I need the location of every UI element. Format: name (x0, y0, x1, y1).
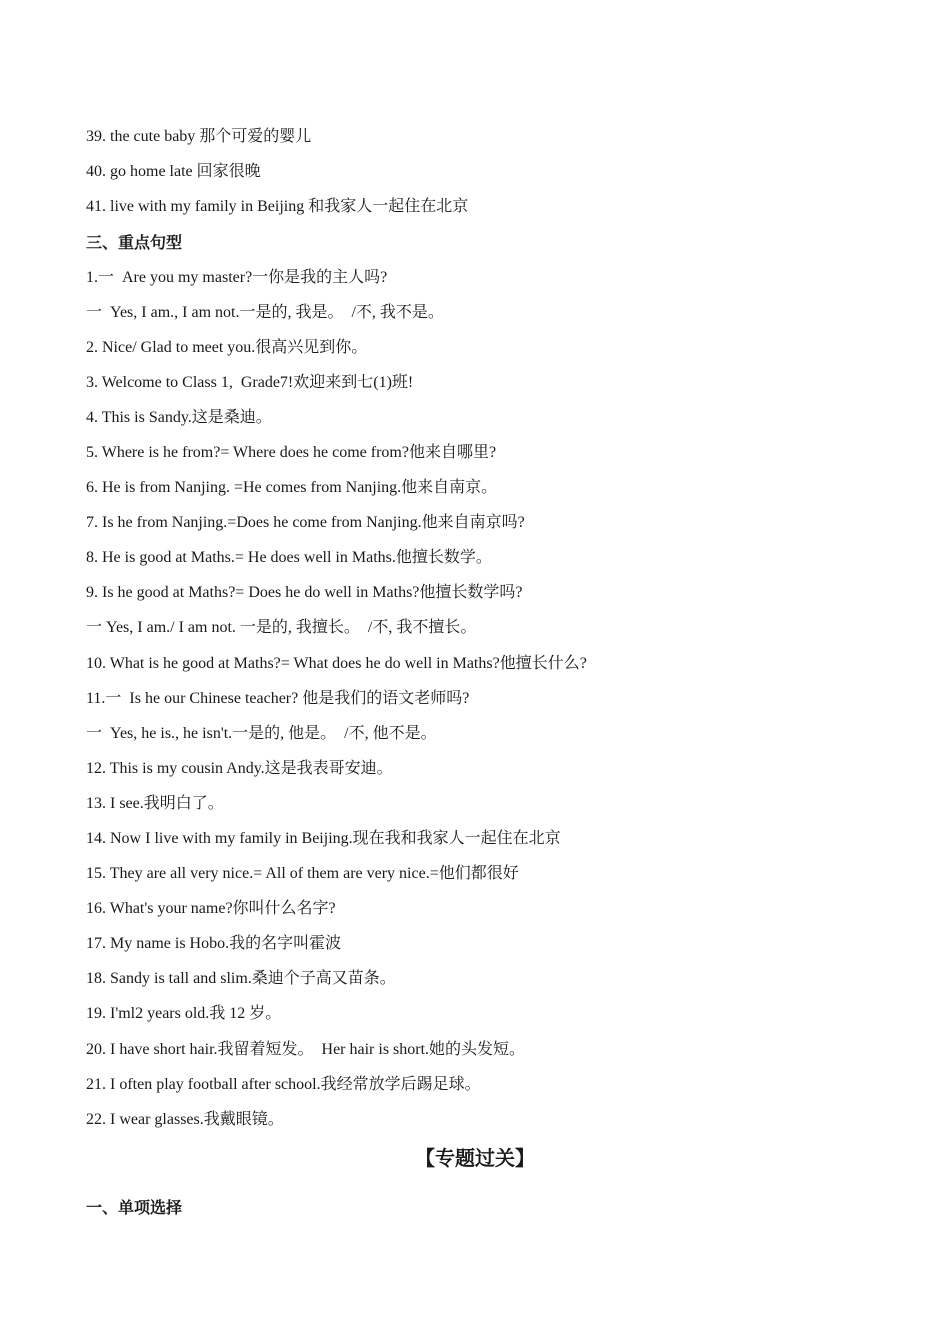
section-heading-key-sentences: 三、重点句型 (86, 233, 183, 252)
sentence-line: 12. This is my cousin Andy.这是我表哥安迪。 (86, 760, 393, 777)
sentence-line: 16. What's your name?你叫什么名字? (86, 900, 336, 917)
section-heading-multiple-choice: 一、单项选择 (86, 1198, 183, 1217)
sentence-line: 5. Where is he from?= Where does he come from?他来自哪里? (86, 444, 497, 461)
sentence-line: 17. My name is Hobo.我的名字叫霍波 (86, 935, 342, 952)
sentence-line: 22. I wear glasses.我戴眼镜。 (86, 1111, 284, 1128)
vocab-line-41: 41. live with my family in Beijing 和我家人一起住在北京 (86, 198, 469, 215)
vocab-line-40: 40. go home late 回家很晚 (86, 163, 261, 180)
sentence-line: 19. I'ml2 years old.我 12 岁。 (86, 1005, 282, 1022)
special-topic-title: 【专题过关】 (415, 1146, 535, 1170)
sentence-line: 1.一 Are you my master?一你是我的主人吗? (86, 269, 388, 286)
sentence-line: 6. He is from Nanjing. =He comes from Nanjing.他来自南京。 (86, 479, 498, 496)
sentence-line: 8. He is good at Maths.= He does well in Maths.他擅长数学。 (86, 549, 492, 566)
sentence-line: 2. Nice/ Glad to meet you.很高兴见到你。 (86, 339, 368, 356)
vocab-line-39: 39. the cute baby 那个可爱的婴儿 (86, 128, 312, 145)
sentence-line: 21. I often play football after school.我经常放学后踢足球。 (86, 1076, 481, 1093)
sentence-line: 15. They are all very nice.= All of them are very nice.=他们都很好 (86, 865, 519, 882)
sentence-line: 14. Now I live with my family in Beijing.现在我和我家人一起住在北京 (86, 830, 561, 847)
sentence-line: 11.一 Is he our Chinese teacher? 他是我们的语文老师吗? (86, 690, 470, 707)
sentence-line: 4. This is Sandy.这是桑迪。 (86, 409, 272, 426)
sentence-line: 18. Sandy is tall and slim.桑迪个子高又苗条。 (86, 970, 396, 987)
sentence-line: 10. What is he good at Maths?= What does he do well in Maths?他擅长什么? (86, 655, 587, 672)
sentence-line: 3. Welcome to Class 1, Grade7!欢迎来到七(1)班! (86, 374, 414, 391)
sentence-line: 13. I see.我明白了。 (86, 795, 224, 812)
sentence-line: 一 Yes, I am., I am not.一是的, 我是。 /不, 我不是。 (86, 304, 444, 321)
sentence-line: 9. Is he good at Maths?= Does he do well in Maths?他擅长数学吗? (86, 584, 523, 601)
sentence-line: 7. Is he from Nanjing.=Does he come from Nanjing.他来自南京吗? (86, 514, 525, 531)
sentence-line: 20. I have short hair.我留着短发。 Her hair is short.她的头发短。 (86, 1041, 526, 1058)
sentence-line: 一 Yes, I am./ I am not. 一是的, 我擅长。 /不, 我不擅长。 (86, 619, 477, 636)
sentence-line: 一 Yes, he is., he isn't.一是的, 他是。 /不, 他不是。 (86, 725, 437, 742)
